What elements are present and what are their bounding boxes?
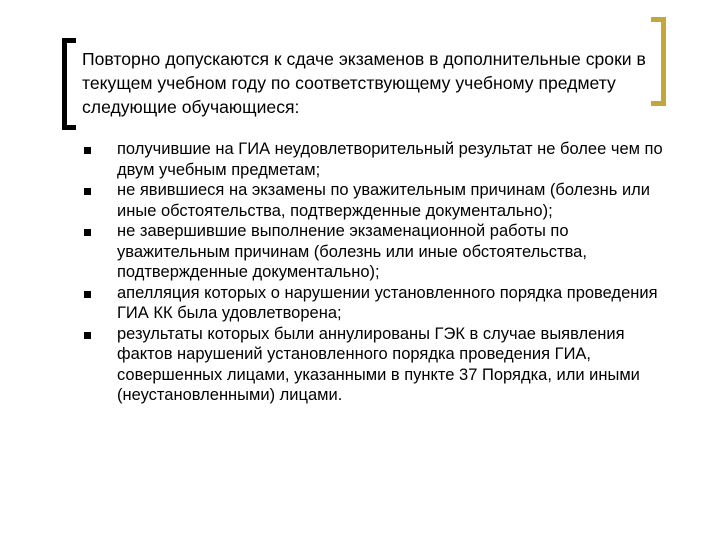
square-bullet-icon [84,291,91,298]
square-bullet-icon [84,147,91,154]
bullet-list [84,139,674,406]
right-bracket-decoration [651,17,666,106]
list-item [84,324,674,406]
list-item-text: результаты которых были аннулированы ГЭК в случае выявления фактов нарушений установленного порядка проведения ГИА, совершенных лицами, указанными в пункте 37 Порядка, или иными (неустановленными) лицами. [117,324,640,404]
list-item-text: не явившиеся на экзамены по уважительным причинам (болезнь или иные обстоятельства, подтвержденные документально); [117,181,651,220]
slide-title: Повторно допускаются к сдаче экзаменов в дополнительные сроки в текущем учебном году по соответствующему учебному предмету следующие обучающиеся: [82,49,646,117]
square-bullet-icon [84,229,91,236]
list-item [84,221,674,283]
list-item-text: апелляция которых о нарушении установленного порядка проведения ГИА КК была удовлетворена; [117,283,658,322]
list-item [84,139,674,180]
square-bullet-icon [84,332,91,339]
left-bracket-decoration [62,38,76,130]
list-item [84,180,674,221]
list-item-text: получившие на ГИА неудовлетворительный результат не более чем по двум учебным предметам; [117,140,663,179]
square-bullet-icon [84,188,91,195]
list-item-text: не завершившие выполнение экзаменационной работы по уважительным причинам (болезнь или иные обстоятельства, подтвержденные документально); [117,222,587,281]
list-item [84,283,674,324]
